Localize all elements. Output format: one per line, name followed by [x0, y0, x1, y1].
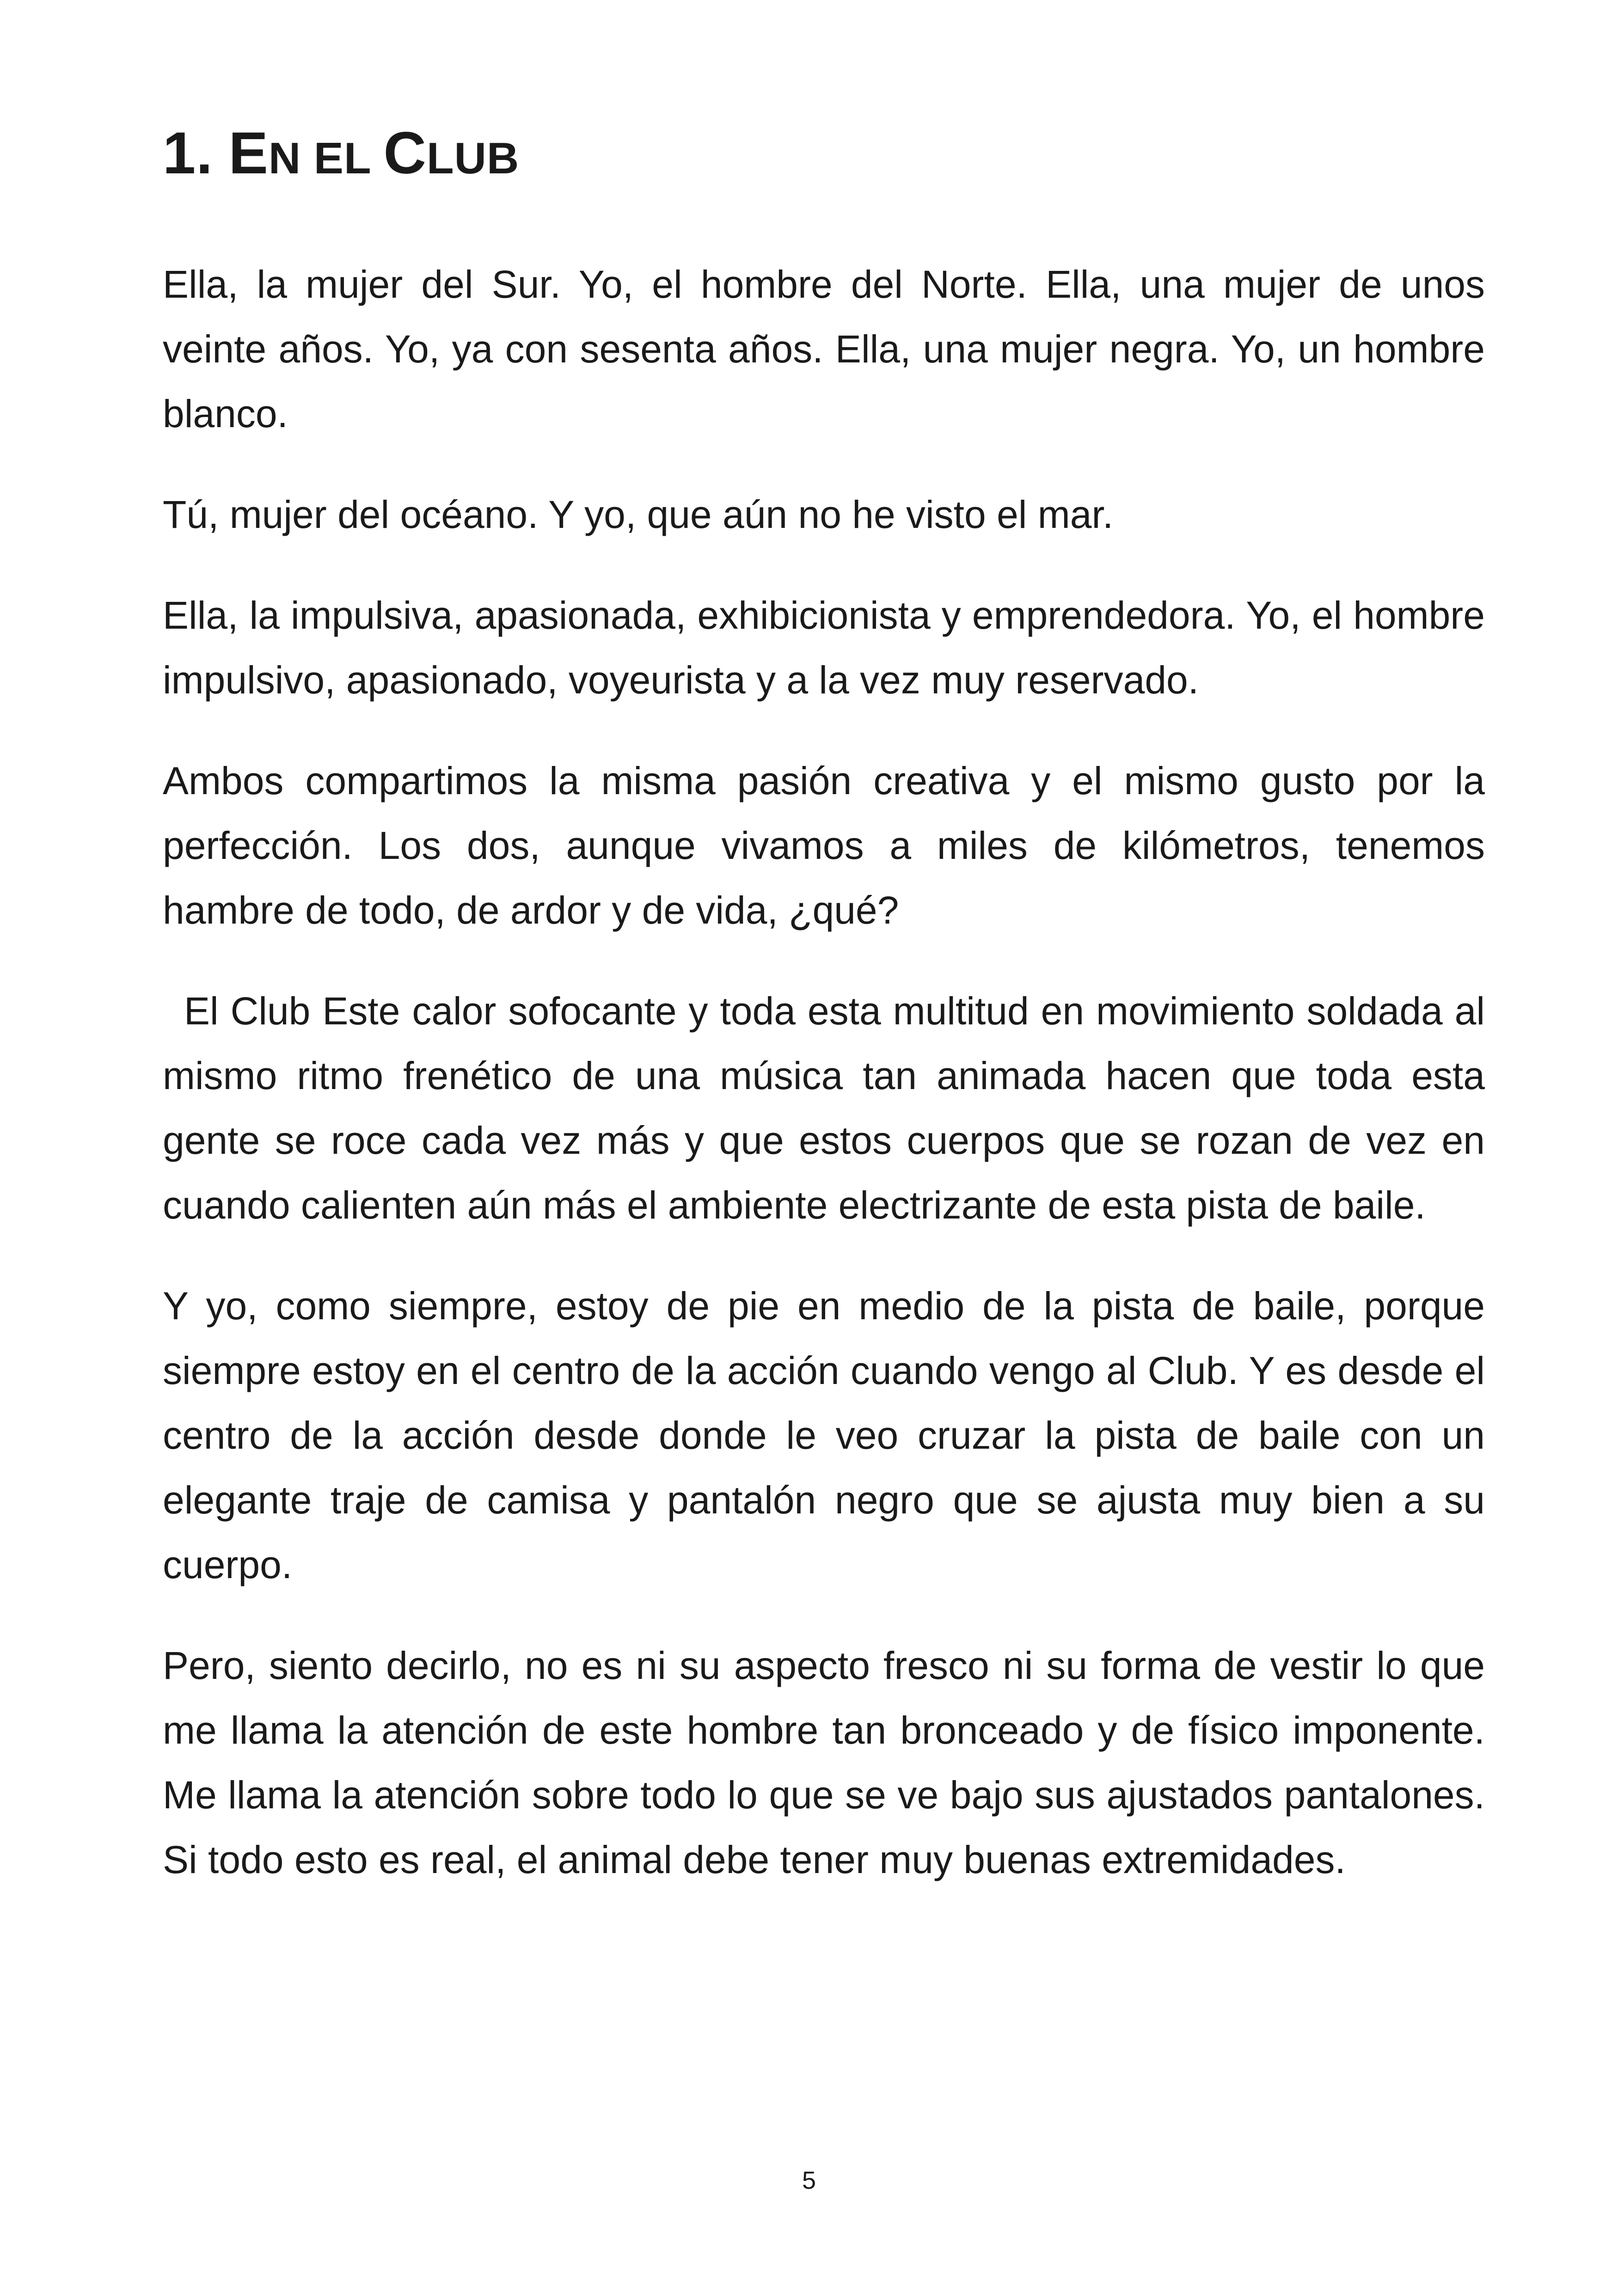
- paragraph: Ambos compartimos la misma pasión creativa y el mismo gusto por la perfección. Los dos, aunque vivamos a miles de kilómetros, tenemos hambre de todo, de ardor y de vida, ¿qué?: [163, 759, 1485, 932]
- paragraph: Ella, la mujer del Sur. Yo, el hombre del Norte. Ella, una mujer de unos veinte años. Yo, ya con sesenta años. Ella, una mujer negra. Yo, un hombre blanco.: [163, 263, 1485, 435]
- chapter-number: 1.: [163, 120, 213, 186]
- body-text: [163, 252, 1485, 1928]
- paragraph: Pero, siento decirlo, no es ni su aspecto fresco ni su forma de vestir lo que me llama la atención de este hombre tan bronceado y de físico imponente. Me llama la atención sobre todo lo que se ve bajo sus ajustados pantalones. Si todo esto es real, el animal debe tener muy buenas extremidades.: [163, 1644, 1485, 1881]
- chapter-title-part: LUB: [426, 134, 520, 183]
- paragraph: Tú, mujer del océano. Y yo, que aún no he visto el mar.: [163, 493, 1114, 536]
- paragraph: Y yo, como siempre, estoy de pie en medio de la pista de baile, porque siempre estoy en el centro de la acción cuando vengo al Club. Y es desde el centro de la acción desde donde le veo cruzar la pista de baile con un elegante traje de camisa y pantalón negro que se ajusta muy bien a su cuerpo.: [163, 1284, 1485, 1586]
- chapter-title-part: C: [383, 120, 427, 186]
- chapter-title-part: E: [228, 120, 269, 186]
- chapter-title: [163, 118, 519, 189]
- paragraph: Ella, la impulsiva, apasionada, exhibicionista y emprendedora. Yo, el hombre impulsivo, apasionado, voyeurista y a la vez muy reservado.: [163, 594, 1485, 702]
- page-number: 5: [802, 2167, 816, 2194]
- chapter-title-part: N EL: [268, 134, 384, 183]
- paragraph: El Club Este calor sofocante y toda esta multitud en movimiento soldada al mismo ritmo frenético de una música tan animada hacen que toda esta gente se roce cada vez más y que estos cuerpos que se rozan de vez en cuando calienten aún más el ambiente electrizante de esta pista de baile.: [163, 989, 1485, 1227]
- chapter-title-text: [228, 120, 520, 186]
